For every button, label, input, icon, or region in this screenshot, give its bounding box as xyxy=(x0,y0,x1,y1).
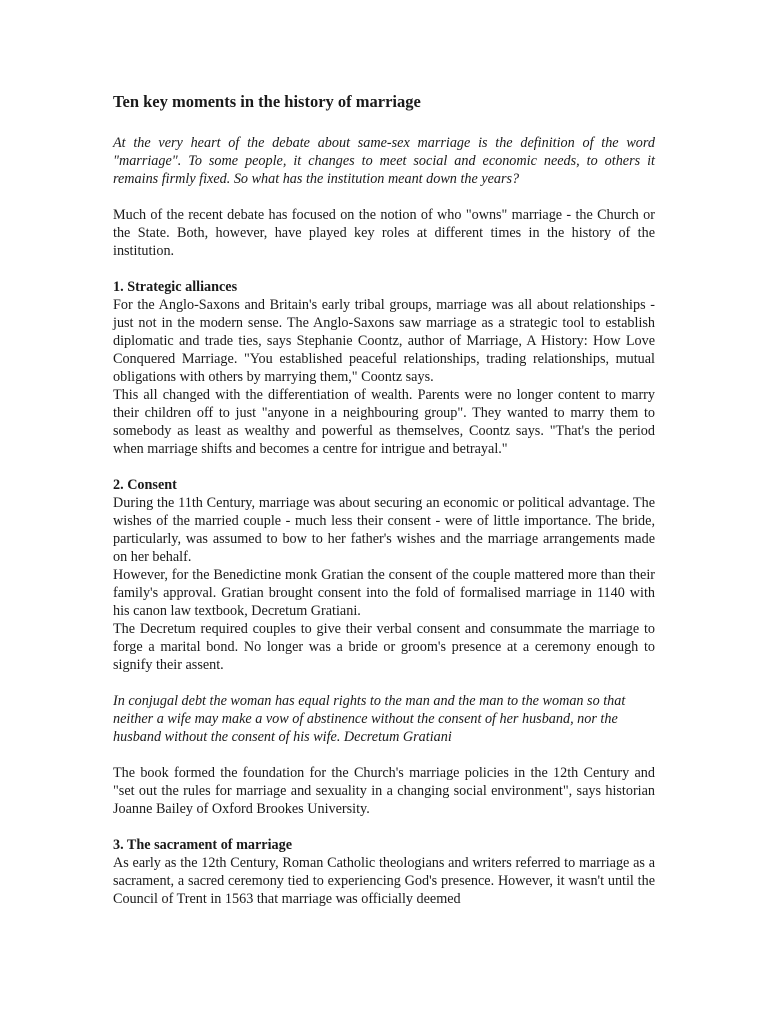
section-heading: 2. Consent xyxy=(113,477,177,493)
lead-paragraph: Much of the recent debate has focused on the notion of who "owns" marriage - the Church or the State. Both, however, have played key roles at different times in the history of the institution. xyxy=(113,207,655,259)
intro-paragraph: At the very heart of the debate about same-sex marriage is the definition of the word "marriage". To some people, it changes to meet social and economic needs, to others it remains firmly fixed. So what has the institution meant down the years? xyxy=(113,135,655,187)
section-strategic-alliances xyxy=(113,278,655,458)
section-paragraph: This all changed with the differentiation of wealth. Parents were no longer content to marry their children off to just "anyone in a neighbouring group". They wanted to marry them to somebody as least as wealthy and powerful as themselves, Coontz says. "That's the period when marriage shifts and becomes a centre for intrigue and betrayal." xyxy=(113,387,655,457)
section-paragraph: As early as the 12th Century, Roman Catholic theologians and writers referred to marriage as a sacrament, a sacred ceremony tied to experiencing God's presence. However, it wasn't until the Council of Trent in 1563 that marriage was officially deemed xyxy=(113,855,655,907)
section-consent xyxy=(113,476,655,818)
section-paragraph: During the 11th Century, marriage was about securing an economic or political advantage. The wishes of the married couple - much less their consent - were of little importance. The bride, particularly, was assumed to bow to her father's wishes and the marriage arrangements made on her behalf. xyxy=(113,495,655,565)
section-sacrament xyxy=(113,836,655,908)
section-paragraph: The book formed the foundation for the Church's marriage policies in the 12th Century and "set out the rules for marriage and sexuality in a changing social environment", says historian Joanne Bailey of Oxford Brookes University. xyxy=(113,765,655,817)
section-paragraph: However, for the Benedictine monk Gratian the consent of the couple mattered more than their family's approval. Gratian brought consent into the fold of formalised marriage in 1140 with his canon law textbook, Decretum Gratiani. xyxy=(113,567,655,619)
document-title: Ten key moments in the history of marriage xyxy=(113,92,421,111)
section-paragraph: For the Anglo-Saxons and Britain's early tribal groups, marriage was all about relationships - just not in the modern sense. The Anglo-Saxons saw marriage as a strategic tool to establish diplomatic and trade ties, says Stephanie Coontz, author of Marriage, A History: How Love Conquered Marriage. "You established peaceful relationships, trading relationships, mutual obligations with others by marrying them," Coontz says. xyxy=(113,297,655,385)
section-heading: 1. Strategic alliances xyxy=(113,279,238,295)
section-heading: 3. The sacrament of marriage xyxy=(113,837,293,853)
document-page xyxy=(113,92,655,926)
block-quote: In conjugal debt the woman has equal rights to the man and the man to the woman so that neither a wife may make a vow of abstinence without the consent of her husband, nor the husband without the consent of his wife. Decretum Gratiani xyxy=(113,693,626,745)
section-paragraph: The Decretum required couples to give their verbal consent and consummate the marriage to forge a marital bond. No longer was a bride or groom's presence at a ceremony enough to signify their assent. xyxy=(113,621,655,673)
